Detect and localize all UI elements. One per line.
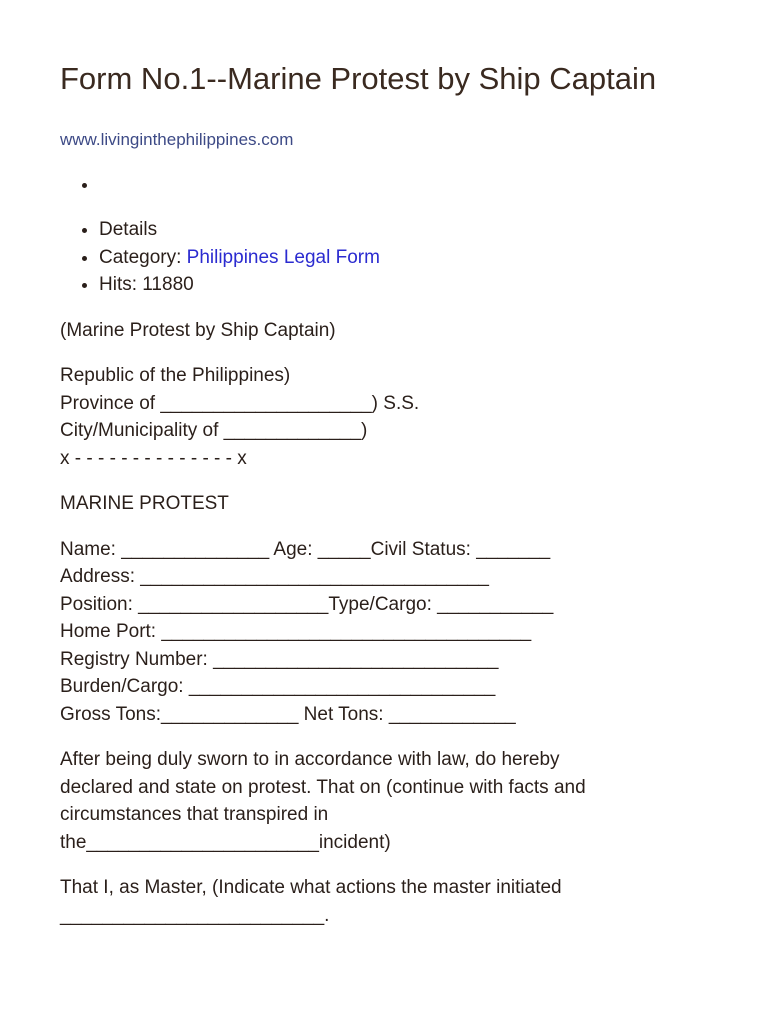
subtitle: (Marine Protest by Ship Captain): [60, 319, 336, 341]
meta-category: [99, 244, 708, 272]
meta-hits: [99, 271, 708, 299]
address-line: City/Municipality of _____________): [60, 420, 368, 441]
paragraph-line: declared and state on protest. That on (continue with facts and: [60, 776, 586, 798]
field-line: Address: _________________________________: [60, 566, 489, 587]
meta-list: [60, 216, 708, 299]
empty-bullet-list: [60, 171, 708, 199]
field-line: Home Port: ___________________________________: [60, 621, 532, 642]
category-label: Category:: [99, 246, 187, 268]
paragraph-line: After being duly sworn to in accordance with law, do hereby: [60, 749, 560, 770]
paragraph-line: That I, as Master, (Indicate what actions the master initiated: [60, 877, 562, 898]
paragraph-line: the______________________incident): [60, 831, 391, 853]
meta-details: [99, 216, 708, 244]
paragraph-line: _________________________.: [60, 904, 330, 926]
body-paragraph-2: [60, 874, 708, 929]
category-link[interactable]: Philippines Legal Form: [186, 246, 380, 268]
hits-label: Hits: 11880: [99, 274, 194, 295]
fields-block: [60, 536, 708, 729]
address-block: [60, 362, 708, 472]
field-line: Name: ______________ Age: _____Civil Status: _______: [60, 538, 551, 560]
address-line: Republic of the Philippines): [60, 365, 291, 386]
empty-bullet-item: [99, 171, 708, 199]
field-line: Position: __________________Type/Cargo: ___________: [60, 593, 554, 615]
site-link[interactable]: www.livinginthephilippines.com: [60, 130, 294, 149]
address-line: x - - - - - - - - - - - - - - x: [60, 447, 247, 469]
details-label: Details: [99, 219, 158, 240]
body-paragraph-1: [60, 746, 708, 856]
paragraph-line: circumstances that transpired in: [60, 804, 329, 825]
field-line: Registry Number: ___________________________: [60, 648, 499, 670]
section-heading: MARINE PROTEST: [60, 493, 229, 514]
page-title: Form No.1--Marine Protest by Ship Captain: [60, 61, 657, 96]
field-line: Gross Tons:_____________ Net Tons: ____________: [60, 703, 516, 725]
field-line: Burden/Cargo: _____________________________: [60, 676, 496, 697]
address-line: Province of ____________________) S.S.: [60, 392, 420, 414]
